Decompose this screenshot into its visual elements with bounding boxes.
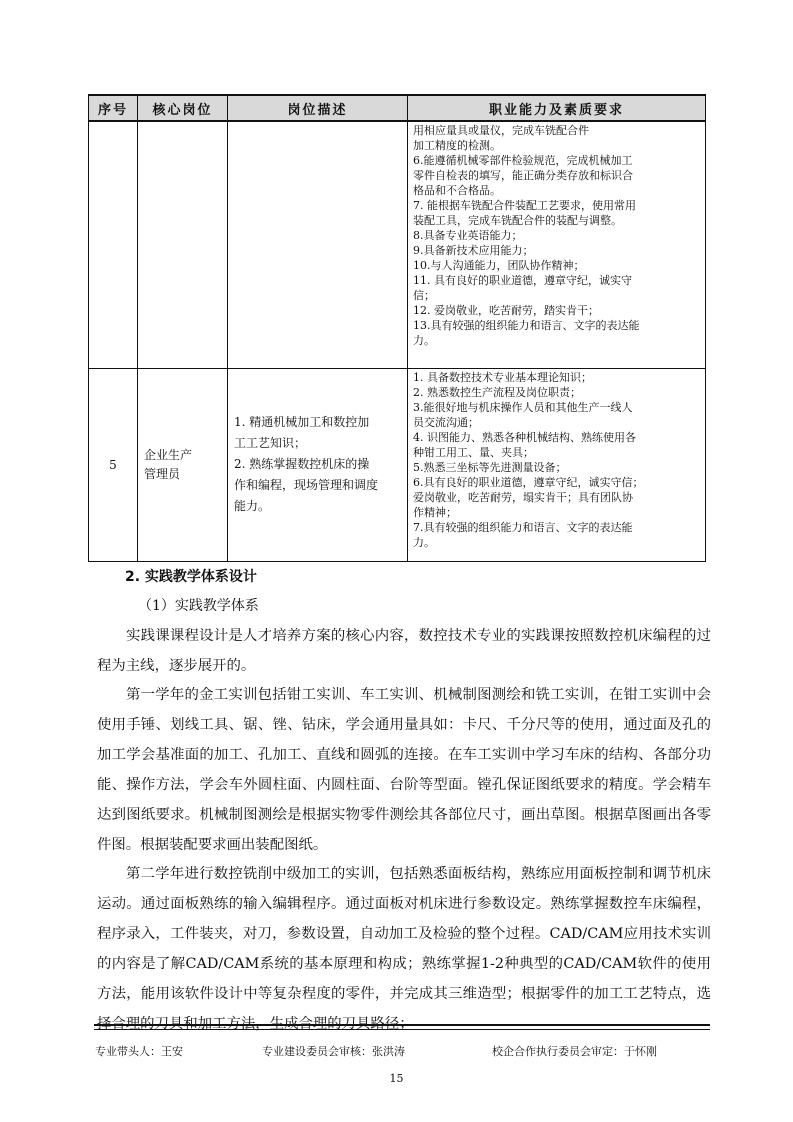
description-line: 2. 熟练掌握数控机床的操: [234, 457, 370, 471]
header-number: 序号: [89, 95, 138, 121]
footer-approve: 校企合作执行委员会审定：于怀刚: [492, 1045, 657, 1058]
cell-core-post: [138, 368, 228, 561]
header-post-description: 岗位描述: [228, 95, 408, 121]
header-requirements: 职业能力及素质要求: [408, 95, 706, 121]
subsection-heading: （1）实践教学体系: [138, 598, 259, 614]
requirement-line: 6.能遵循机械零部件检验规范，完成机械加工: [413, 154, 633, 167]
requirement-line: 作精神；: [413, 505, 457, 519]
requirement-line: 4. 识图能力、熟悉各种机械结构、熟练使用各: [413, 430, 636, 444]
footer-review: 专业建设委员会审核：张洪涛: [262, 1045, 405, 1058]
requirement-line: 爱岗敬业，吃苦耐劳，塌实肯干；具有团队协: [413, 490, 633, 504]
post-line: 管理员: [144, 466, 181, 481]
footer-lead: 专业带头人：王安: [95, 1045, 183, 1058]
post-line: 企业生产: [144, 447, 193, 462]
table-header-row: [89, 95, 706, 121]
cell-description-empty: [228, 121, 408, 368]
requirement-line: 装配工具，完成车铣配合件的装配与调整。: [413, 214, 622, 227]
description-line: 1. 精通机械加工和数控加: [234, 415, 370, 429]
requirement-line: 种钳工用工、量、夹具；: [413, 445, 534, 459]
requirement-line: 加工精度的检测。: [413, 139, 501, 152]
requirement-line: 员交流沟通；: [413, 415, 479, 429]
description-line: 工工艺知识；: [234, 436, 307, 450]
cell-number: 5: [89, 368, 138, 561]
requirement-line: 10.与人沟通能力，团队协作精神；: [413, 259, 585, 272]
paragraph-second-year: 第二学年进行数控铣削中级加工的实训，包括熟悉面板结构，熟练应用面板控制和调节机床运动。通过面板熟练的输入编辑程序。通过面板对机床进行参数设定。熟练掌握数控车床编程，程序录入，工件装夹，对刀，参数设置，自动加工及检验的整个过程。CAD/CAM应用技术实训的内容是了解CAD/CAM系统的基本原理和构成；熟练掌握1-2种典型的CAD/CAM软件的使用方法，能用该软件设计中等复杂程度的零件，并完成其三维造型；根据零件的加工工艺特点，选择合理的刀具和加工方法，生成合理的刀具路径；: [97, 866, 711, 1032]
section-heading: 2. 实践教学体系设计: [125, 569, 257, 585]
requirement-line: 信；: [413, 289, 435, 302]
requirement-line: 11. 具有良好的职业道德，遵章守纪，诚实守: [413, 274, 632, 287]
requirement-line: 力。: [413, 535, 435, 549]
description-line: 能力。: [234, 499, 271, 513]
requirement-line: 力。: [413, 334, 435, 347]
footer-rule-thick: [94, 1024, 710, 1026]
requirement-line: 3.能很好地与机床操作人员和其他生产一线人: [413, 400, 633, 414]
requirement-line: 8.具备专业英语能力；: [413, 229, 523, 242]
cell-post-description: [228, 368, 408, 561]
requirement-line: 12. 爱岗敬业，吃苦耐劳，踏实肯干；: [413, 304, 599, 317]
requirement-line: 9.具备新技术应用能力；: [413, 244, 534, 257]
header-core-post: 核心岗位: [138, 95, 228, 121]
requirement-line: 6.具有良好的职业道德，遵章守纪，诚实守信；: [413, 475, 644, 489]
table-row-continued: [89, 121, 706, 368]
cell-requirements: [408, 368, 706, 561]
requirement-line: 7.具有较强的组织能力和语言、文字的表达能: [413, 520, 633, 534]
requirement-line: 5.熟悉三坐标等先进测量设备；: [413, 460, 567, 474]
footer-rule-thin: [94, 1029, 710, 1030]
requirement-line: 零件自检表的填写，能正确分类存放和标识合: [413, 169, 633, 182]
requirement-line: 用相应量具或量仪，完成车铣配合件: [413, 124, 589, 137]
page-number: 15: [389, 1072, 404, 1085]
requirement-line: 格品和不合格品。: [413, 184, 501, 197]
description-line: 作和编程，现场管理和调度: [234, 478, 379, 492]
cell-number-empty: [89, 121, 138, 368]
table-row-5: [89, 368, 706, 561]
cell-requirements-continued: [408, 121, 706, 368]
paragraph-intro: 实践课课程设计是人才培养方案的核心内容，数控技术专业的实践课按照数控机床编程的过程为主线，逐步展开的。: [97, 628, 711, 674]
requirement-line: 1. 具备数控技术专业基本理论知识；: [413, 370, 592, 384]
paragraph-first-year: 第一学年的金工实训包括钳工实训、车工实训、机械制图测绘和铣工实训，在钳工实训中会使用手锤、划线工具、锯、锉、钻床，学会通用量具如：卡尺、千分尺等的使用，通过面及孔的加工学会基准面的加工、孔加工、直线和圆弧的连接。在车工实训中学习车床的结构、各部分功能、操作方法，学会车外圆柱面、内圆柱面、台阶等型面。镗孔保证图纸要求的精度。学会精车达到图纸要求。机械制图测绘是根据实物零件测绘其各部位尺寸，画出草图。根据草图画出各零件图。根据装配要求画出装配图纸。: [97, 687, 711, 853]
requirement-line: 13.具有较强的组织能力和语言、文字的表达能: [413, 319, 640, 332]
cell-post-empty: [138, 121, 228, 368]
requirement-line: 2. 熟悉数控生产流程及岗位职责；: [413, 385, 581, 399]
job-requirements-table: [88, 94, 706, 562]
requirement-line: 7. 能根据车铣配合件装配工艺要求，使用常用: [413, 199, 636, 212]
